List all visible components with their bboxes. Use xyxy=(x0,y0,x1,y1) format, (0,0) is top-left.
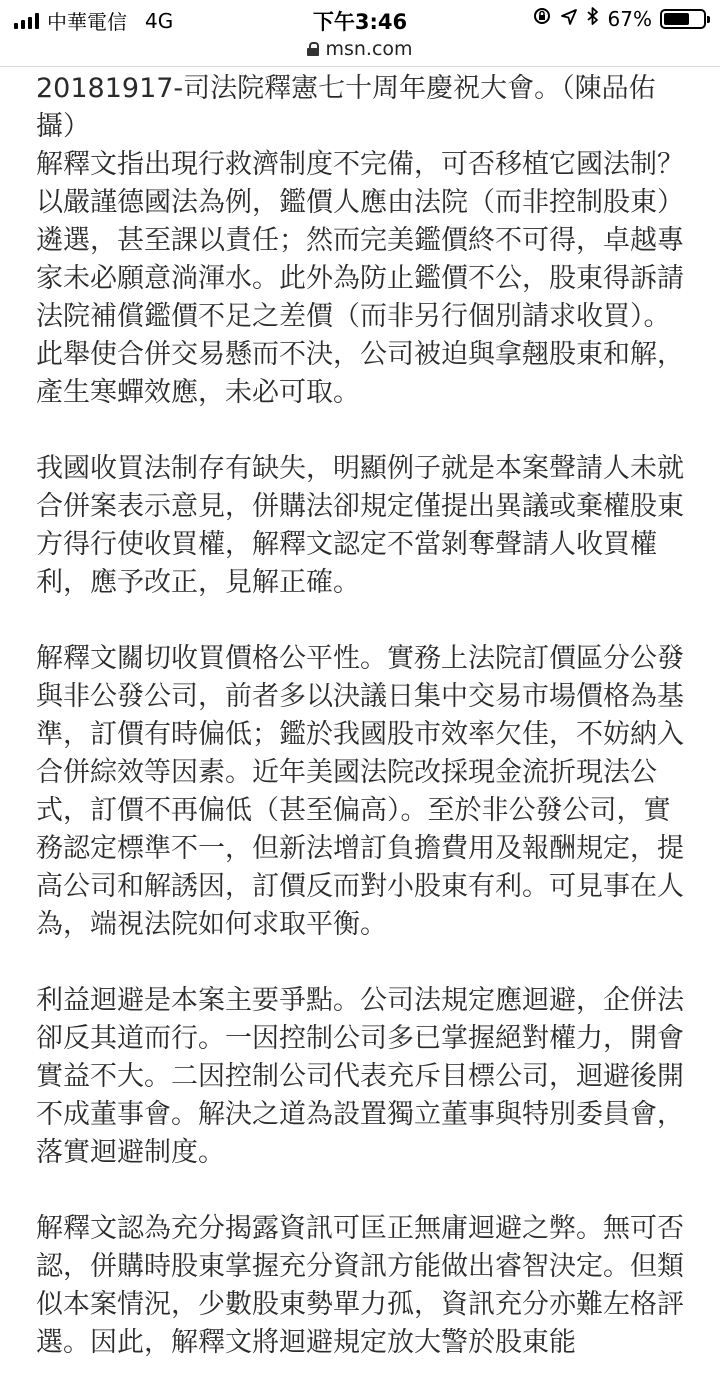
bluetooth-icon xyxy=(586,6,600,31)
article-paragraph-2: 我國收買法制存有缺失，明顯例子就是本案聲請人未就合併案表示意見，併購法卻規定僅提出異議或棄權股東方得行使收買權，解釋文認定不當剝奪聲請人收買權利，應予改正，見解正確。 xyxy=(36,453,684,598)
status-bar xyxy=(0,0,720,34)
lock-icon xyxy=(307,42,319,56)
article-body xyxy=(36,70,684,1400)
carrier-label: 中華電信 xyxy=(47,10,127,34)
clock: 下午3:46 xyxy=(312,10,408,34)
address-bar[interactable] xyxy=(0,34,720,64)
location-arrow-icon xyxy=(560,7,578,31)
article-paragraph-3: 解釋文關切收買價格公平性。實務上法院訂價區分公發與非公發公司，前者多以決議日集中交易市場價格為基準，訂價有時偏低；鑑於我國股市效率欠佳，不妨納入合併綜效等因素。近年美國法院改採現金流折現法公式，訂價不再偏低（甚至偏高）。至於非公發公司，實務認定標準不一，但新法增訂負擔費用及報酬規定，提高公司和解誘因，訂價反而對小股東有利。可見事在人為，端視法院如何求取平衡。 xyxy=(36,643,684,940)
rotation-lock-icon xyxy=(532,6,552,31)
status-right xyxy=(532,6,706,31)
network-label: 4G xyxy=(145,8,174,33)
url-text: msn.com xyxy=(325,38,413,60)
article-paragraph-5: 解釋文認為充分揭露資訊可匡正無庸迴避之弊。無可否認，併購時股東掌握充分資訊方能做出睿智決定。但類似本案情況，少數股東勢單力孤，資訊充分亦難左格評選。因此，解釋文將迴避規定放大警於股東能 xyxy=(36,1213,684,1358)
article-paragraph-1: 20181917-司法院釋憲七十周年慶祝大會。（陳品佑攝） 解釋文指出現行救濟制度不完備，可否移植它國法制？以嚴謹德國法為例，鑑價人應由法院（而非控制股東）遴選，甚至課以責任；然而完美鑑價終不可得，卓越專家未必願意淌渾水。此外為防止鑑價不公，股東得訴請法院補償鑑價不足之差價（而非另行個別請求收買）。此舉使合併交易懸而不決，公司被迫與拿翹股東和解，產生寒蟬效應，未必可取。 xyxy=(36,73,684,408)
battery-fill xyxy=(664,13,689,25)
address-bar-divider xyxy=(0,66,720,67)
battery-icon xyxy=(660,9,706,29)
article-paragraph-4: 利益迴避是本案主要爭點。公司法規定應迴避，企併法卻反其道而行。一因控制公司多已掌握絕對權力，開會實益不大。二因控制公司代表充斥目標公司，迴避後開不成董事會。解決之道為設置獨立董事與特別委員會，落實迴避制度。 xyxy=(36,985,684,1168)
battery-percent: 67% xyxy=(607,6,652,31)
